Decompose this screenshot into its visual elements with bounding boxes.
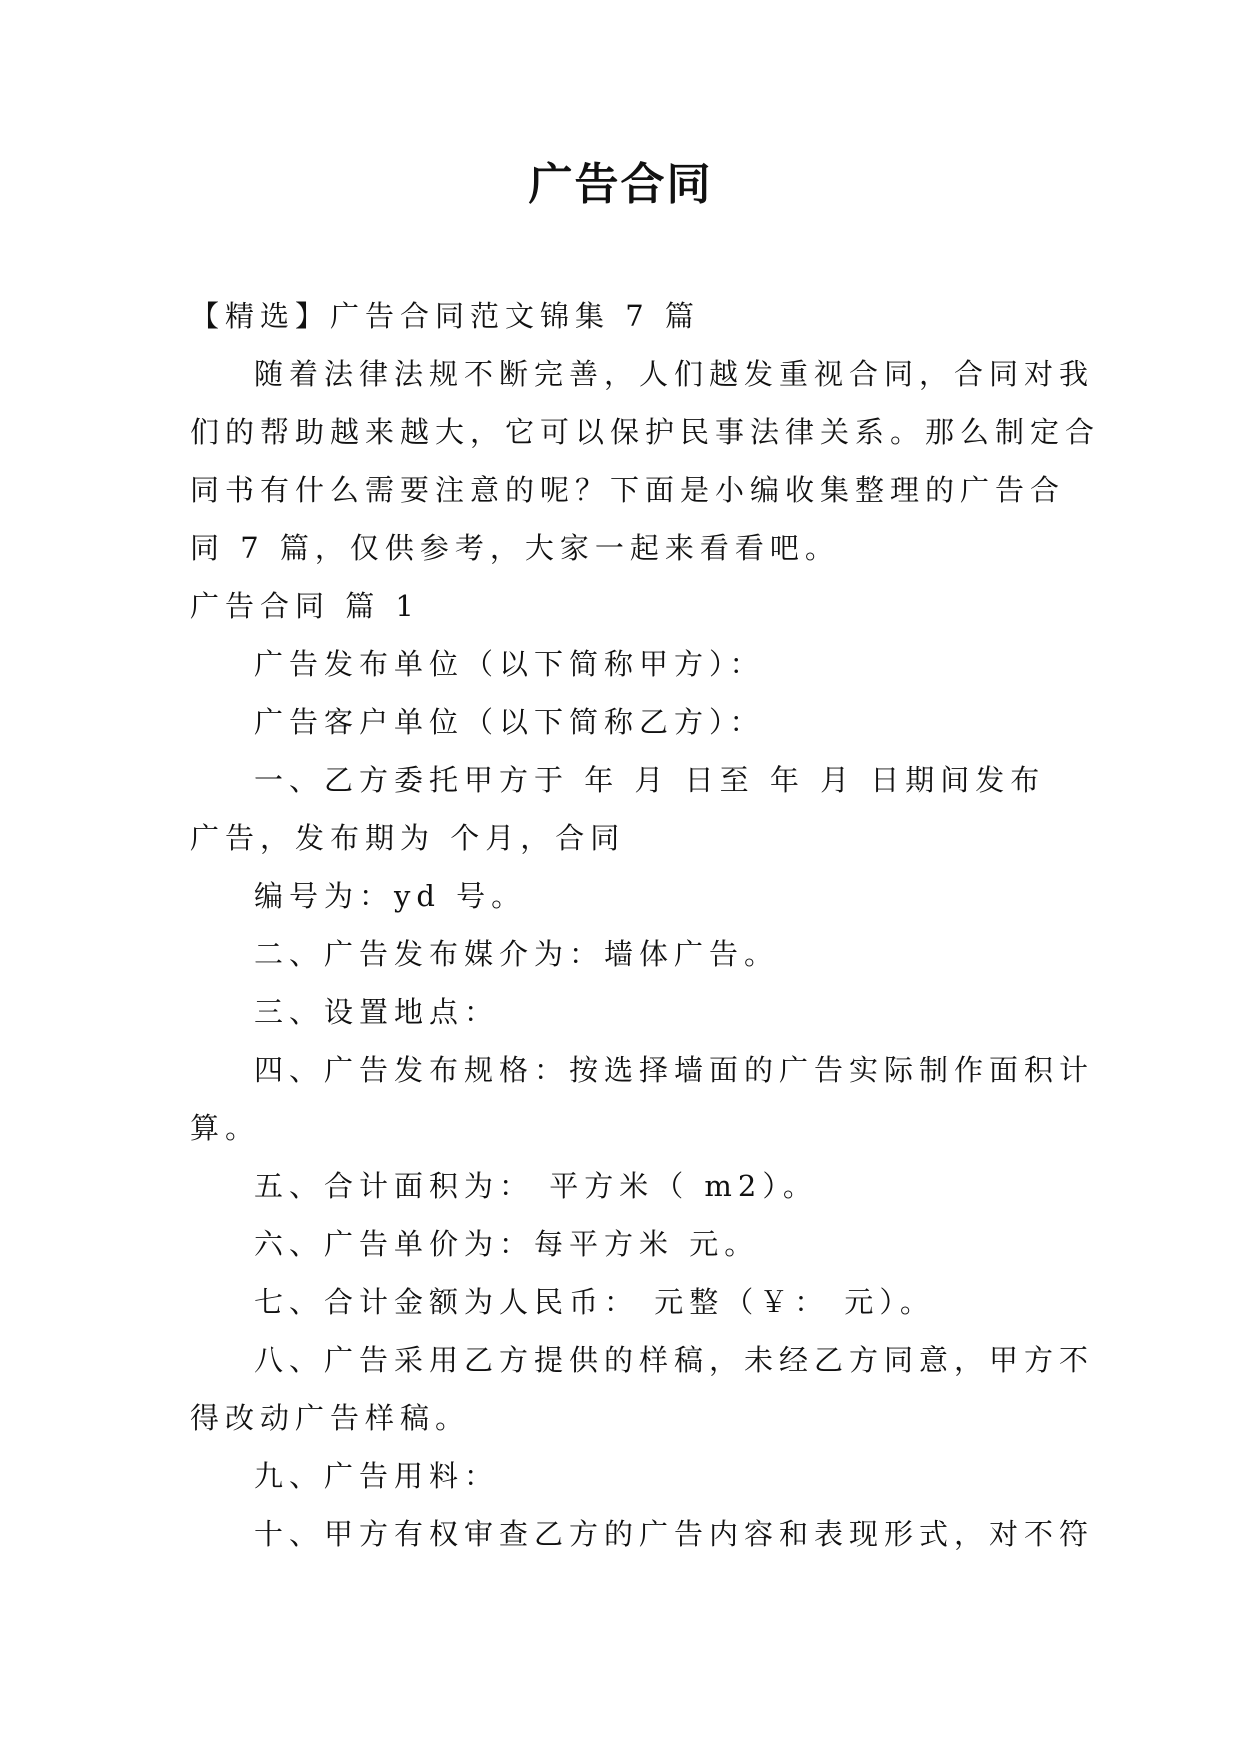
clause-1-line-3: 编号为：yd 号。	[254, 879, 527, 913]
clause-5-line: 五、合计面积为： 平方米（ m2）。	[254, 1169, 818, 1203]
intro-line-2: 们的帮助越来越大，它可以保护民事法律关系。那么制定合	[190, 415, 1101, 449]
clause-2-line: 二、广告发布媒介为：墙体广告。	[254, 937, 780, 971]
intro-line-1: 随着法律法规不断完善，人们越发重视合同，合同对我	[254, 357, 1095, 391]
clause-1-line-2: 广告，发布期为 个月，合同	[190, 821, 626, 855]
party-a-line: 广告发布单位（以下简称甲方）：	[254, 647, 765, 681]
clause-1-line-1: 一、乙方委托甲方于 年 月 日至 年 月 日期间发布	[254, 763, 1046, 797]
clause-9-line: 九、广告用料：	[254, 1459, 500, 1493]
subtitle-line: 【精选】广告合同范文锦集 7 篇	[190, 299, 700, 333]
intro-line-3: 同书有什么需要注意的呢？下面是小编收集整理的广告合	[190, 473, 1066, 507]
clause-8-line-1: 八、广告采用乙方提供的样稿，未经乙方同意，甲方不	[254, 1343, 1095, 1377]
intro-line-4: 同 7 篇，仅供参考，大家一起来看看吧。	[190, 531, 840, 565]
clause-10-line: 十、甲方有权审查乙方的广告内容和表现形式，对不符	[254, 1517, 1095, 1551]
party-b-line: 广告客户单位（以下简称乙方）：	[254, 705, 765, 739]
document-title: 广告合同	[528, 159, 713, 210]
clause-4-line-1: 四、广告发布规格：按选择墙面的广告实际制作面积计	[254, 1053, 1095, 1087]
clause-6-line: 六、广告单价为：每平方米 元。	[254, 1227, 760, 1261]
clause-7-line: 七、合计金额为人民币： 元整（￥： 元）。	[254, 1285, 935, 1319]
clause-3-line: 三、设置地点：	[254, 995, 500, 1029]
clause-8-line-2: 得改动广告样稿。	[190, 1401, 471, 1435]
clause-4-line-2: 算。	[190, 1111, 261, 1145]
section-heading: 广告合同 篇 1	[190, 589, 420, 623]
